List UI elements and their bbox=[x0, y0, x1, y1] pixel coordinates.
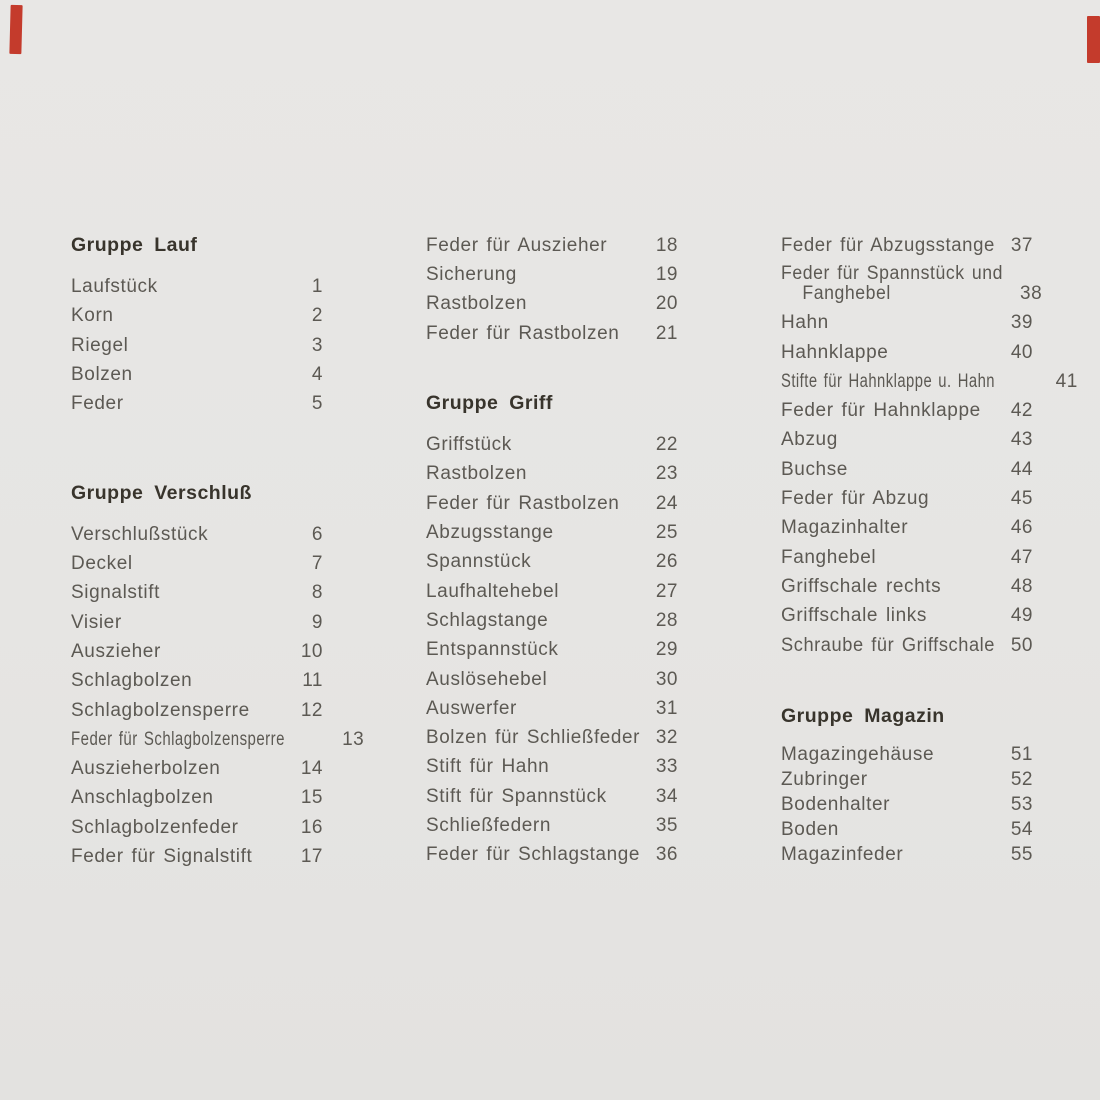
part-name: Stift für Spannstück bbox=[426, 785, 607, 807]
part-number: 46 bbox=[1010, 517, 1033, 539]
part-number: 40 bbox=[1010, 341, 1033, 363]
parts-list bbox=[426, 231, 678, 348]
parts-column-3 bbox=[781, 231, 1078, 867]
parts-row bbox=[426, 665, 678, 694]
group-heading-text: Gruppe Verschluß bbox=[71, 481, 252, 504]
parts-row bbox=[781, 396, 1033, 425]
parts-row bbox=[71, 549, 323, 578]
parts-row bbox=[426, 260, 678, 289]
parts-row bbox=[71, 842, 323, 871]
part-name: Bolzen bbox=[71, 363, 133, 385]
parts-row bbox=[426, 548, 678, 577]
parts-row bbox=[426, 811, 678, 840]
parts-row bbox=[426, 577, 678, 606]
part-number: 50 bbox=[1010, 634, 1033, 656]
part-number: 5 bbox=[311, 393, 323, 415]
part-name: Bolzen für Schließfeder bbox=[426, 727, 641, 749]
parts-row bbox=[71, 331, 323, 360]
part-name: Abzug bbox=[781, 429, 838, 451]
parts-row bbox=[426, 518, 678, 547]
parts-row bbox=[781, 484, 1033, 513]
part-number: 54 bbox=[1010, 818, 1033, 840]
part-name: Griffschale links bbox=[781, 605, 927, 627]
part-name: Schraube für Griffschale bbox=[781, 634, 996, 656]
parts-row bbox=[781, 260, 1043, 308]
part-number: 19 bbox=[655, 263, 678, 285]
parts-row bbox=[781, 367, 1078, 396]
part-number: 37 bbox=[1010, 234, 1033, 256]
part-name: Riegel bbox=[71, 334, 129, 356]
part-name: Auszieher bbox=[71, 640, 161, 662]
part-number: 22 bbox=[655, 434, 678, 456]
group-heading-text: Gruppe Magazin bbox=[781, 705, 945, 728]
parts-row bbox=[426, 841, 678, 870]
part-name: Magazingehäuse bbox=[781, 743, 935, 765]
part-number: 35 bbox=[655, 814, 678, 836]
part-number: 14 bbox=[300, 758, 323, 780]
part-number: 27 bbox=[655, 580, 678, 602]
part-number: 12 bbox=[300, 699, 323, 721]
parts-list bbox=[781, 231, 1078, 660]
group-heading bbox=[71, 479, 323, 508]
part-name: Feder für Rastbolzen bbox=[426, 322, 620, 344]
part-number: 21 bbox=[655, 322, 678, 344]
part-name: Bodenhalter bbox=[781, 793, 891, 815]
part-name: Feder für Abzugsstange bbox=[781, 234, 995, 256]
parts-row bbox=[71, 360, 323, 389]
part-number: 34 bbox=[655, 785, 678, 807]
part-name: Laufhaltehebel bbox=[426, 580, 560, 602]
part-name: Schlagbolzenfeder bbox=[71, 816, 239, 838]
part-number: 55 bbox=[1010, 843, 1033, 865]
part-number: 11 bbox=[302, 670, 323, 692]
part-number: 20 bbox=[655, 293, 678, 315]
parts-row bbox=[781, 543, 1033, 572]
parts-row bbox=[781, 338, 1033, 367]
part-name: Laufstück bbox=[71, 275, 158, 297]
parts-row bbox=[71, 813, 323, 842]
parts-row bbox=[426, 430, 678, 459]
part-name: Schlagbolzen bbox=[71, 670, 193, 692]
part-name: Auszieherbolzen bbox=[71, 758, 221, 780]
parts-column-1 bbox=[71, 231, 365, 872]
parts-row bbox=[426, 319, 678, 348]
parts-row bbox=[71, 302, 323, 331]
part-number: 18 bbox=[655, 234, 678, 256]
parts-row bbox=[71, 579, 323, 608]
group-heading bbox=[426, 389, 678, 418]
part-number: 45 bbox=[1010, 488, 1033, 510]
parts-row bbox=[781, 842, 1033, 867]
parts-row bbox=[426, 694, 678, 723]
part-name: Fanghebel bbox=[781, 546, 877, 568]
parts-row bbox=[781, 514, 1033, 543]
part-number: 13 bbox=[342, 728, 365, 750]
part-name: Spannstück bbox=[426, 551, 532, 573]
part-number: 2 bbox=[311, 305, 323, 327]
parts-list bbox=[781, 742, 1033, 867]
part-name: Schließfedern bbox=[426, 814, 552, 836]
part-number: 3 bbox=[311, 334, 323, 356]
parts-row bbox=[71, 784, 323, 813]
part-name: Korn bbox=[71, 305, 114, 327]
red-edge-mark-right bbox=[1087, 16, 1100, 63]
parts-row bbox=[71, 637, 323, 666]
group-heading-text: Gruppe Griff bbox=[426, 392, 553, 415]
parts-row bbox=[426, 231, 678, 260]
part-name: Visier bbox=[71, 611, 122, 633]
part-number: 53 bbox=[1010, 793, 1033, 815]
part-name: Sicherung bbox=[426, 263, 517, 285]
part-name: Rastbolzen bbox=[426, 293, 528, 315]
part-name: Magazinhalter bbox=[781, 517, 909, 539]
parts-row bbox=[781, 426, 1033, 455]
part-name bbox=[781, 264, 1003, 304]
part-name: Hahn bbox=[781, 312, 829, 334]
part-name: Stifte für Hahnklappe u. Hahn bbox=[781, 370, 995, 392]
part-number: 49 bbox=[1010, 605, 1033, 627]
parts-row bbox=[426, 489, 678, 518]
parts-row bbox=[71, 389, 323, 418]
part-name: Abzugsstange bbox=[426, 522, 554, 544]
part-number: 30 bbox=[655, 668, 678, 690]
group-heading bbox=[71, 231, 323, 260]
part-number: 9 bbox=[311, 611, 323, 633]
part-name: Entspannstück bbox=[426, 639, 559, 661]
part-number: 17 bbox=[300, 845, 323, 867]
group-heading-text: Gruppe Lauf bbox=[71, 234, 198, 257]
part-number: 8 bbox=[311, 582, 323, 604]
parts-list bbox=[71, 520, 365, 872]
parts-row bbox=[71, 725, 365, 754]
part-number: 15 bbox=[300, 787, 323, 809]
part-name: Rastbolzen bbox=[426, 463, 528, 485]
part-number: 28 bbox=[655, 609, 678, 631]
part-number: 6 bbox=[311, 523, 323, 545]
red-edge-mark-left bbox=[9, 5, 22, 54]
part-number: 7 bbox=[311, 553, 323, 575]
parts-row bbox=[71, 272, 323, 301]
part-name: Feder bbox=[71, 393, 124, 415]
group-heading bbox=[781, 702, 1033, 731]
parts-row bbox=[781, 572, 1033, 601]
part-name: Feder für Schlagstange bbox=[426, 844, 641, 866]
part-name: Feder für Rastbolzen bbox=[426, 492, 620, 514]
parts-row bbox=[781, 231, 1033, 260]
part-name: Feder für Auszieher bbox=[426, 234, 608, 256]
part-number: 43 bbox=[1010, 429, 1033, 451]
parts-row bbox=[781, 602, 1033, 631]
part-name: Feder für Schlagbolzensperre bbox=[71, 728, 285, 750]
parts-list bbox=[426, 430, 678, 869]
parts-row bbox=[71, 696, 323, 725]
part-name: Stift für Hahn bbox=[426, 756, 550, 778]
part-name: Buchse bbox=[781, 458, 848, 480]
parts-row bbox=[781, 455, 1033, 484]
part-number: 32 bbox=[655, 727, 678, 749]
parts-row bbox=[781, 792, 1033, 817]
parts-row bbox=[781, 309, 1033, 338]
part-name: Schlagstange bbox=[426, 609, 549, 631]
part-number: 25 bbox=[655, 522, 678, 544]
part-number: 1 bbox=[311, 275, 323, 297]
parts-row bbox=[71, 667, 323, 696]
part-number: 31 bbox=[655, 697, 678, 719]
part-number: 26 bbox=[655, 551, 678, 573]
part-number: 10 bbox=[300, 640, 323, 662]
part-number: 38 bbox=[1020, 282, 1043, 304]
parts-row bbox=[781, 817, 1033, 842]
parts-row bbox=[426, 782, 678, 811]
parts-row bbox=[71, 520, 323, 549]
part-name: Griffstück bbox=[426, 434, 512, 456]
parts-row bbox=[426, 606, 678, 635]
part-name: Anschlagbolzen bbox=[71, 787, 214, 809]
part-name: Auswerfer bbox=[426, 697, 517, 719]
part-name-line2: Fanghebel bbox=[802, 282, 891, 304]
part-number: 51 bbox=[1010, 743, 1033, 765]
part-number: 29 bbox=[655, 639, 678, 661]
part-name: Verschlußstück bbox=[71, 523, 209, 545]
part-number: 39 bbox=[1010, 312, 1033, 334]
part-name: Magazinfeder bbox=[781, 843, 904, 865]
parts-row bbox=[71, 608, 323, 637]
part-number: 16 bbox=[300, 816, 323, 838]
part-name: Hahnklappe bbox=[781, 341, 889, 363]
part-name: Griffschale rechts bbox=[781, 575, 942, 597]
parts-column-2 bbox=[426, 231, 678, 870]
parts-row bbox=[426, 636, 678, 665]
part-number: 44 bbox=[1010, 458, 1033, 480]
parts-row bbox=[781, 631, 1033, 660]
parts-row bbox=[781, 742, 1033, 767]
parts-list bbox=[71, 272, 323, 418]
part-name: Feder für Signalstift bbox=[71, 845, 253, 867]
part-name: Signalstift bbox=[71, 582, 160, 604]
part-name-line1: Feder für Spannstück und bbox=[781, 262, 1004, 284]
parts-row bbox=[426, 460, 678, 489]
part-name: Schlagbolzensperre bbox=[71, 699, 250, 721]
part-number: 24 bbox=[655, 492, 678, 514]
parts-row bbox=[71, 754, 323, 783]
part-number: 33 bbox=[655, 756, 678, 778]
part-name: Boden bbox=[781, 818, 839, 840]
parts-row bbox=[426, 723, 678, 752]
part-number: 42 bbox=[1010, 400, 1033, 422]
part-number: 48 bbox=[1010, 575, 1033, 597]
part-number: 52 bbox=[1010, 768, 1033, 790]
part-number: 41 bbox=[1055, 370, 1078, 392]
parts-row bbox=[781, 767, 1033, 792]
part-name: Auslösehebel bbox=[426, 668, 548, 690]
part-name: Deckel bbox=[71, 553, 133, 575]
part-name: Zubringer bbox=[781, 768, 868, 790]
part-name: Feder für Hahnklappe bbox=[781, 400, 981, 422]
part-number: 47 bbox=[1010, 546, 1033, 568]
part-number: 23 bbox=[655, 463, 678, 485]
part-number: 36 bbox=[655, 844, 678, 866]
parts-row bbox=[426, 753, 678, 782]
parts-row bbox=[426, 290, 678, 319]
part-number: 4 bbox=[311, 363, 323, 385]
part-name: Feder für Abzug bbox=[781, 488, 930, 510]
